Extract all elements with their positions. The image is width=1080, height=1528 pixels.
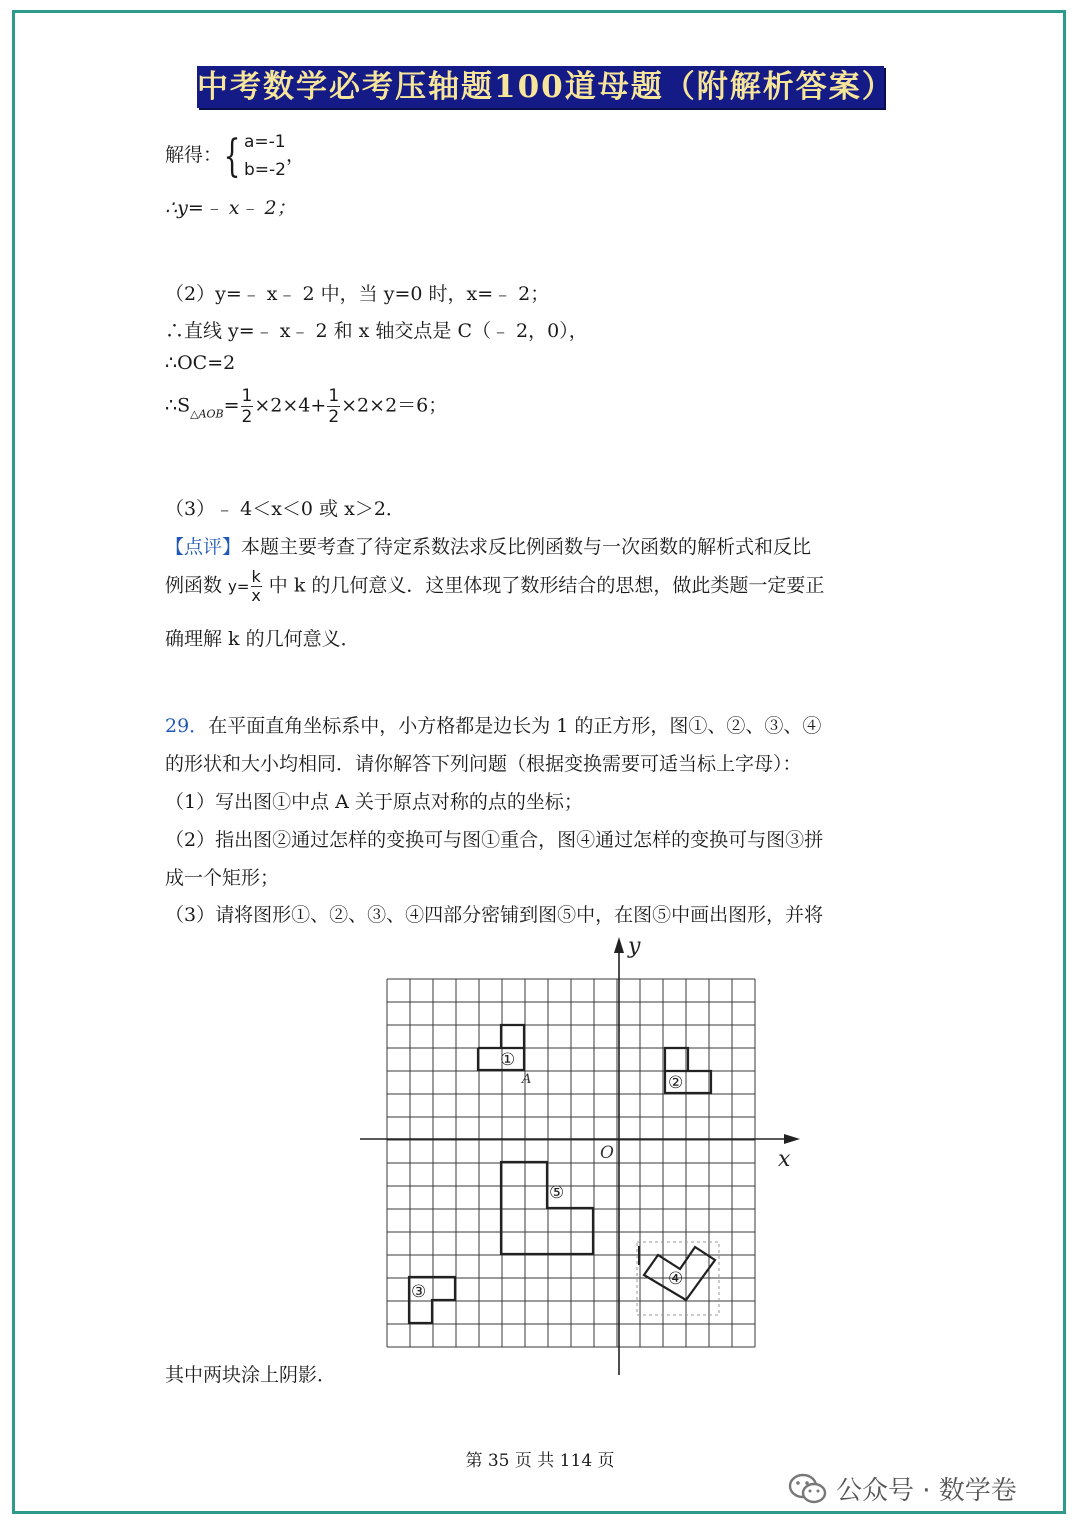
fraction-half-2: $\frac{1}{2}$ — [328, 386, 340, 427]
line-function: ∴y=﹣ x﹣ 2； — [165, 197, 296, 219]
question-number: 29． — [165, 715, 209, 737]
part2-line2: ∴直线 y=﹣ x﹣ 2 和 x 轴交点是 C（﹣ 2，0）， — [165, 320, 588, 342]
point-a-label: A — [522, 1072, 532, 1087]
grid-lines — [387, 979, 755, 1347]
question-text1: 在平面直角坐标系中，小方格都是边长为 1 的正方形，图①、②、③、④ — [208, 715, 822, 737]
shape-5-label: ⑤ — [549, 1183, 565, 1203]
system-solution — [165, 128, 305, 184]
review-y: y= — [228, 577, 250, 596]
origin-label: O — [600, 1143, 614, 1163]
system-tail: ， — [286, 144, 306, 166]
area-formula — [165, 386, 447, 427]
question-line2: 的形状和大小均相同．请你解答下列问题（根据变换需要可适当标上字母）： — [165, 753, 802, 775]
wechat-icon — [788, 1472, 828, 1506]
area-subscript: △AOB — [190, 407, 224, 421]
question-line3: （1）写出图①中点 A 关于原点对称的点的坐标； — [165, 791, 583, 813]
fraction-half-1: $\frac{1}{2}$ — [241, 386, 253, 427]
review-tag: 【点评】 — [165, 536, 242, 558]
shape-5 — [501, 1162, 593, 1254]
shape-3-label: ③ — [411, 1282, 427, 1302]
review-line3: 确理解 k 的几何意义． — [165, 628, 360, 650]
x-axis-label: x — [778, 1147, 791, 1172]
shape-2-label: ② — [668, 1073, 684, 1093]
shape-1-label: ① — [500, 1050, 516, 1070]
equation-b: b=-2 — [244, 160, 287, 180]
area-symbol: ∴S — [165, 394, 191, 417]
review-text1: 本题主要考查了待定系数法求反比例函数与一次函数的解析式和反比 — [241, 536, 812, 558]
y-axis-arrow — [614, 937, 624, 953]
page-title: 中考数学必考压轴题100道母题（附解析答案） — [197, 66, 884, 108]
page-number: 第 35 页 共 114 页 — [465, 1451, 615, 1471]
fraction-k-x: $\frac{k}{x}$ — [251, 567, 261, 605]
coordinate-grid-figure — [360, 935, 810, 1379]
question-line4: （2）指出图②通过怎样的变换可与图①重合，图④通过怎样的变换可与图③拼 — [165, 829, 824, 851]
question-line1 — [165, 711, 821, 738]
question-line6: （3）请将图形①、②、③、④四部分密铺到图⑤中，在图⑤中画出图形，并将 — [165, 904, 824, 926]
watermark: 公众号 · 数学卷 — [836, 1476, 1017, 1506]
area-term-1: ×2×4+ — [254, 394, 327, 417]
part2-line1: （2）y=﹣ x﹣ 2 中，当 y=0 时，x=﹣ 2； — [165, 283, 550, 305]
solve-label: 解得： — [165, 144, 223, 166]
review-line2 — [165, 568, 824, 605]
equation-system — [244, 128, 286, 184]
shape-4-label: ④ — [668, 1269, 684, 1289]
part3-answer: （3）﹣ 4＜x＜0 或 x＞2． — [165, 498, 405, 520]
x-axis-arrow — [784, 1134, 800, 1144]
equation-a: a=-1 — [244, 132, 286, 152]
question-line7: 其中两块涂上阴影． — [165, 1364, 337, 1386]
part2-line3: ∴OC=2 — [165, 352, 236, 374]
review-text2a: 例函数 — [165, 574, 229, 597]
review-text2b: 中 k 的几何意义．这里体现了数形结合的思想，做此类题一定要正 — [262, 574, 825, 597]
review-line1 — [165, 532, 811, 559]
question-line5: 成一个矩形； — [165, 867, 280, 889]
area-term-2: ×2×2＝6； — [341, 394, 448, 417]
equals-sign: = — [223, 394, 240, 417]
y-axis-label: y — [628, 935, 641, 959]
brace: { — [223, 130, 241, 182]
grid-svg — [360, 935, 810, 1375]
